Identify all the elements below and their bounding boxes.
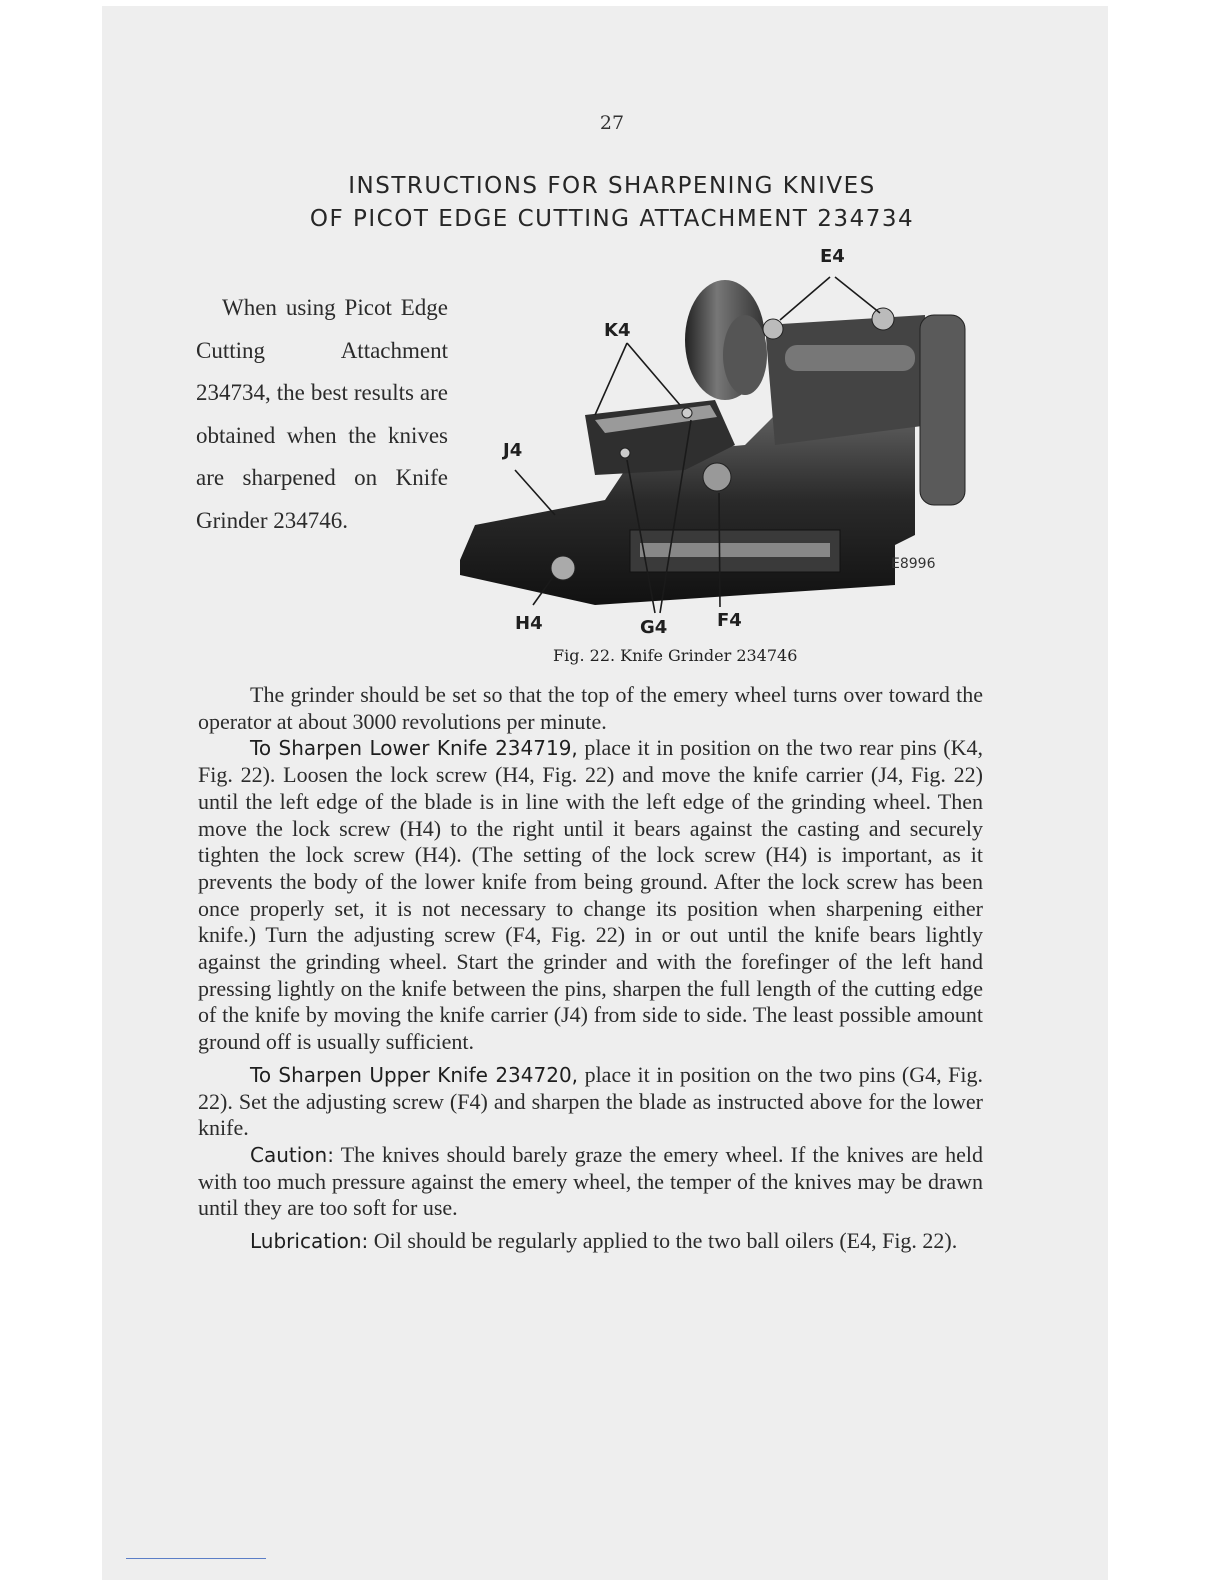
page-number: 27 bbox=[599, 112, 625, 134]
footer-rule bbox=[126, 1558, 266, 1559]
label-f4: F4 bbox=[717, 610, 742, 631]
label-j4: J4 bbox=[503, 440, 523, 461]
label-e4: E4 bbox=[820, 246, 845, 267]
paragraph-grinder-setting: The grinder should be set so that the top of the emery wheel turns over toward the operator at about 3000 revolutions per minute. bbox=[198, 682, 983, 734]
leader-e4-right bbox=[835, 277, 880, 313]
motor-housing bbox=[765, 315, 930, 445]
intro-text: When using Picot Edge Cutting Attachment 234734, the best results are obtained when the knives are sharpened on Knife Grinder 234746. bbox=[196, 295, 448, 533]
paragraph-caution: Caution: The knives should barely graze the emery wheel. If the knives are held with too much pressure against the emery wheel, the temper of the knives may be drawn until they are too soft for use. bbox=[198, 1141, 983, 1221]
figure-caption: Fig. 22. Knife Grinder 234746 bbox=[553, 646, 798, 665]
adjusting-screw bbox=[703, 463, 731, 491]
label-k4: K4 bbox=[604, 320, 631, 341]
paragraph-lubrication: Lubrication: Oil should be regularly applied to the two ball oilers (E4, Fig. 22). bbox=[250, 1228, 958, 1254]
leader-k4-left bbox=[595, 343, 627, 415]
pin bbox=[682, 408, 692, 418]
pulley bbox=[920, 315, 965, 505]
ball-oiler bbox=[872, 308, 894, 330]
label-g4: G4 bbox=[640, 617, 668, 638]
pin bbox=[620, 448, 630, 458]
ball-oiler bbox=[763, 319, 783, 339]
figure-code: E8996 bbox=[891, 556, 936, 572]
leader-e4-left bbox=[780, 277, 830, 320]
knife-grinder-illustration bbox=[455, 245, 975, 645]
paragraph-lower-knife: To Sharpen Lower Knife 234719, place it in position on the two rear pins (K4, Fig. 22). Loosen the lock screw (H4, Fig. 22) and move the knife carrier (J4, Fig. 22) until the left edge of the blade is in line with the left edge of the grinding wheel. Then move the lock screw (H4) to the right until it bears against the casting and securely tighten the lock screw (H4). (The setting of the lock screw (H4) is important, as it prevents the body of the lower knife from being ground. After the lock screw has been once properly set, it is not necessary to change its position when sharpening either knife.) Turn the adjusting screw (F4, Fig. 22) in or out until the knife bears lightly against the grinding wheel. Start the grinder and with the forefinger of the left hand pressing lightly on the knife between the pins, sharpen the full length of the cutting edge of the knife by moving the knife carrier (J4) from side to side. The least possible amount ground off is usually sufficient. bbox=[198, 735, 983, 1055]
leader-f4 bbox=[719, 493, 720, 607]
lower-knife-heading: To Sharpen Lower Knife 234719, bbox=[250, 736, 578, 761]
caution-heading: Caution: bbox=[250, 1142, 334, 1167]
leader-k4-right bbox=[627, 343, 680, 405]
intro-paragraph bbox=[196, 287, 448, 542]
label-h4: H4 bbox=[515, 613, 543, 634]
page-title-line-2: OF PICOT EDGE CUTTING ATTACHMENT 234734 bbox=[309, 206, 915, 232]
lubrication-heading: Lubrication: bbox=[250, 1229, 369, 1254]
paragraph-upper-knife: To Sharpen Upper Knife 234720, place it in position on the two pins (G4, Fig. 22). Set the adjusting screw (F4) and sharpen the blade as instructed above for the lower knife. bbox=[198, 1061, 983, 1141]
leader-j4 bbox=[515, 470, 555, 515]
page-title-line-1: INSTRUCTIONS FOR SHARPENING KNIVES bbox=[348, 173, 876, 199]
upper-knife-heading: To Sharpen Upper Knife 234720, bbox=[250, 1062, 579, 1087]
instructions-body bbox=[198, 682, 983, 1255]
lock-screw bbox=[551, 556, 575, 580]
